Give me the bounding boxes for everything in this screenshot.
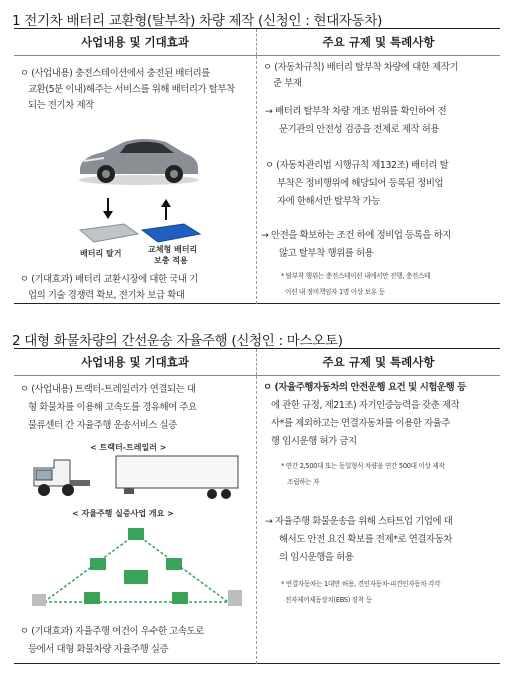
s1-business-line2: 교환(5분 이내)해주는 서비스를 위해 배터리가 탈부착 — [28, 84, 235, 95]
section-1-header — [14, 29, 500, 56]
s2-note1-line1: * 연간 2,500대 또는 동일형식 차량을 연간 500대 이상 제작 — [281, 462, 445, 470]
s2-reg1-line1: ㅇ (자율주행자동차의 안전운행 요건 및 시험운행 등 — [263, 382, 466, 393]
s2-effect-line2: 등에서 대형 화물차량 자율주행 실증 — [28, 644, 169, 655]
label-battery-swap-2: 보충 적용 — [154, 256, 188, 265]
section-1 — [14, 0, 500, 320]
s2-business-line3: 물류센터 간 자율주행 운송서비스 실증 — [28, 420, 177, 431]
caption-truck: < 트랙터-트레일러 > — [90, 443, 167, 452]
section-2 — [14, 320, 500, 670]
s2-business-line1: ㅇ (사업내용) 트랙터-트레일러가 연결되는 대 — [20, 384, 196, 395]
section-2-right-cell — [257, 376, 500, 664]
s1-effect-line2: 업의 기술 경쟁력 확보, 전기차 보급 확대 — [28, 290, 185, 301]
tractor-image — [30, 458, 94, 498]
s2-reg1-line2: 에 관한 규정, 제21조) 자기인증능력을 갖춘 제작 — [271, 400, 460, 411]
battery-detached-image — [76, 222, 140, 244]
battery-swap-image — [138, 222, 202, 244]
s2-reg1-line3: 사*를 제외하고는 연결자동차를 이용한 자율주 — [271, 418, 451, 429]
s1-reg3-line1: ㅇ (자동차관리법 시행규칙 제132조) 배터리 탈 — [265, 160, 449, 171]
section-2-table — [14, 348, 500, 664]
s1-reg3-line2: 부착은 정비행위에 해당되어 등록된 정비업 — [277, 178, 444, 189]
s1-note-line2: 이션 내 정비책임자 1명 이상 보유 등 — [285, 288, 385, 296]
section-2-title: 2 대형 화물차량의 간선운송 자율주행 (신청인 : 마스오토) — [12, 333, 343, 349]
s1-reg4-line1: → 안전을 확보하는 조건 하에 정비업 등록을 하지 — [261, 230, 451, 241]
arrow-down-icon — [102, 198, 114, 220]
s1-reg1-line2: 준 부재 — [273, 78, 302, 89]
autonomous-route-map — [24, 524, 248, 614]
s2-reg2-line1: → 자율주행 화물운송을 위해 스타트업 기업에 대 — [265, 516, 453, 527]
s1-reg3-line3: 자에 한해서만 탈부착 가능 — [277, 196, 380, 207]
header-business: 사업내용 및 기대효과 — [14, 349, 257, 375]
s1-reg2-line2: 문기관의 안전성 검증을 전제로 제작 허용 — [279, 124, 440, 135]
section-2-left-cell — [14, 376, 257, 664]
label-battery-swap-1: 교체형 배터리 — [148, 245, 198, 254]
section-2-header — [14, 349, 500, 376]
section-1-title: 1 전기차 배터리 교환형(탈부착) 차량 제작 (신청인 : 현대자동차) — [12, 13, 383, 29]
header-regulation: 주요 규제 및 특례사항 — [322, 35, 435, 49]
s2-reg2-line3: 의 임시운행을 허용 — [279, 552, 354, 563]
arrow-up-icon — [160, 198, 172, 220]
s1-reg4-line2: 않고 탈부착 행위를 허용 — [279, 248, 374, 259]
s1-reg2-line1: → 배터리 탈부착 차량 개조 범위를 확인하여 전 — [265, 106, 447, 117]
section-1-left-cell — [14, 56, 257, 304]
s2-note2-line1: * 연결자동차는 1대만 허용, 견인자동차-피견인자동차 각각 — [281, 580, 441, 588]
trailer-image — [114, 454, 240, 500]
s2-note2-line2: 전자제어제동장치(EBS) 장착 등 — [285, 596, 372, 604]
caption-map: < 자율주행 실증사업 개요 > — [72, 509, 174, 518]
section-1-table — [14, 28, 500, 304]
section-1-right-cell — [257, 56, 500, 304]
s2-reg1-line4: 행 임시운행 허가 금지 — [271, 436, 357, 447]
s1-business-line3: 되는 전기차 제작 — [28, 100, 94, 111]
ev-car-image — [74, 128, 204, 188]
s1-reg1-line1: ㅇ (자동차규칙) 배터리 탈부착 차량에 대한 제작기 — [263, 62, 459, 73]
s2-reg2-line2: 해서도 안전 요건 확보를 전제*로 연결자동차 — [279, 534, 453, 545]
label-battery-detach: 배터리 탈거 — [80, 249, 122, 258]
s1-note-line1: * 탈부착 행위는 충전스테이션 내에서만 진행, 충전스테 — [281, 272, 431, 280]
s2-effect-line1: ㅇ (기대효과) 자율주행 여건이 우수한 고속도로 — [20, 626, 204, 637]
header-business: 사업내용 및 기대효과 — [14, 29, 257, 55]
s1-effect-line1: ㅇ (기대효과) 배터리 교환시장에 대한 국내 기 — [20, 274, 198, 285]
s2-note1-line2: 조립하는 자 — [287, 478, 320, 486]
s1-business-line1: ㅇ (사업내용) 충전스테이션에서 충전된 배터리를 — [20, 68, 210, 79]
header-regulation: 주요 규제 및 특례사항 — [322, 355, 435, 369]
s2-business-line2: 형 화물차를 이용해 고속도를 경유해여 주요 — [28, 402, 197, 413]
